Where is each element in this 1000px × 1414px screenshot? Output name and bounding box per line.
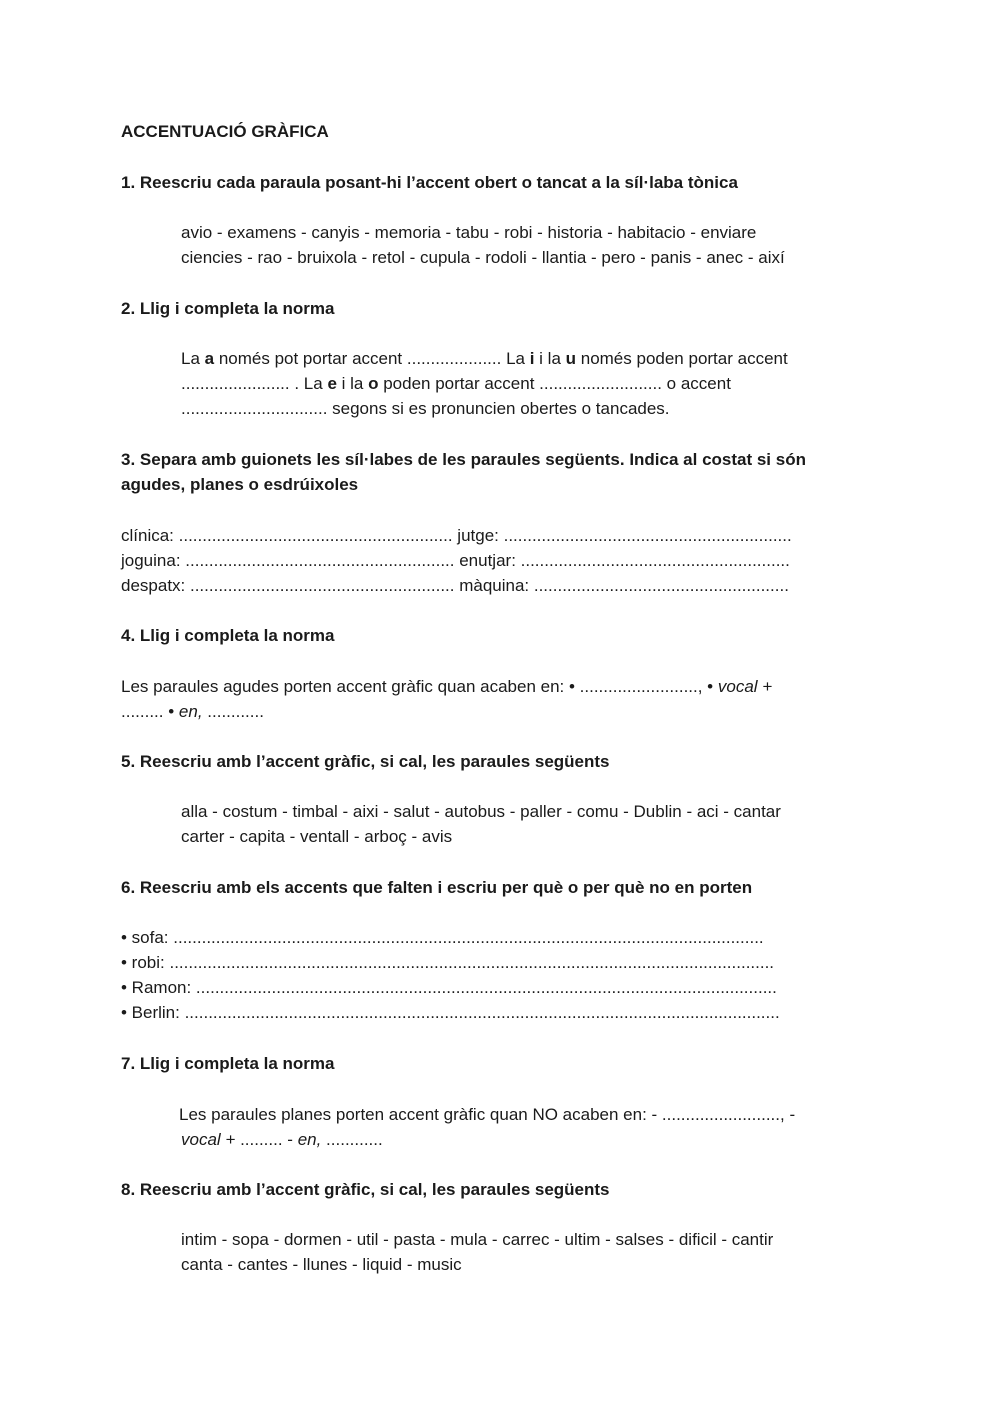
- q7-text: ......... -: [235, 1130, 298, 1149]
- q2-text: i la: [336, 374, 369, 393]
- q5-words-line-2: carter - capita - ventall - arboç - avis: [181, 827, 453, 846]
- q4-text: Les paraules agudes porten accent gràfic quan acaben en: • ........................., •: [121, 677, 718, 696]
- q8-words-line-1: intim - sopa - dormen - util - pasta - mula - carrec - ultim - salses - dificil - cantir: [181, 1230, 774, 1249]
- q2-text: i la: [534, 349, 566, 368]
- q4-text: ............: [202, 702, 264, 721]
- q3-heading-line-1: 3. Separa amb guionets les síl·labes de les paraules següents. Indica al costat si són: [121, 450, 806, 469]
- q4-italic-text: en,: [178, 702, 203, 721]
- q7-text: ............: [321, 1130, 383, 1149]
- q2-letter-o: o: [368, 374, 379, 393]
- q6-item: • sofa: .............................................................................................................................: [121, 928, 764, 947]
- q2-text: només poden portar accent: [576, 349, 788, 368]
- q1-words-line-2: ciencies - rao - bruixola - retol - cupula - rodoli - llantia - pero - panis - anec - així: [181, 248, 785, 267]
- q6-item: • Ramon: ...........................................................................................................................: [121, 978, 777, 997]
- q2-text: només pot portar accent .................... La: [214, 349, 530, 368]
- q2-text: poden portar accent .......................... o accent: [378, 374, 731, 393]
- q3-row-2: joguina: ......................................................... enutjar: .........................................................: [121, 551, 790, 570]
- q6-item: • Berlin: ..............................................................................................................................: [121, 1003, 780, 1022]
- q5-heading: 5. Reescriu amb l’accent gràfic, si cal, les paraules següents: [121, 752, 610, 771]
- q4-italic-text: vocal +: [717, 677, 773, 696]
- q4-heading: 4. Llig i completa la norma: [121, 626, 335, 645]
- q1-words-line-1: avio - examens - canyis - memoria - tabu - robi - historia - habitacio - enviare: [181, 223, 757, 242]
- q8-words-line-2: canta - cantes - llunes - liquid - music: [181, 1255, 462, 1274]
- q2-rule-line-1: [181, 346, 788, 371]
- q4-rule-line-2: [121, 699, 264, 724]
- q7-italic-text: vocal +: [181, 1130, 236, 1149]
- q2-text: ....................... . La: [181, 374, 328, 393]
- q2-rule-line-2: [181, 371, 731, 396]
- q1-heading: 1. Reescriu cada paraula posant-hi l’accent obert o tancat a la síl·laba tònica: [121, 173, 738, 192]
- q2-letter-i: i: [529, 349, 535, 368]
- q3-row-1: clínica: .......................................................... jutge: .............................................................: [121, 526, 792, 545]
- q5-words-line-1: alla - costum - timbal - aixi - salut - autobus - paller - comu - Dublin - aci - cantar: [181, 802, 781, 821]
- q2-rule-line-3: ............................... segons si es pronuncien obertes o tancades.: [181, 399, 670, 418]
- q7-rule-line-2: [181, 1127, 383, 1152]
- page-title: ACCENTUACIÓ GRÀFICA: [121, 122, 329, 141]
- q2-letter-u: u: [565, 349, 577, 368]
- q3-heading-line-2: agudes, planes o esdrúixoles: [121, 475, 359, 494]
- q7-rule-line-1: Les paraules planes porten accent gràfic quan NO acaben en: - ........................., -: [179, 1105, 796, 1124]
- q6-heading: 6. Reescriu amb els accents que falten i escriu per què o per què no en porten: [121, 878, 753, 897]
- q4-rule-line-1: [121, 674, 772, 699]
- q3-row-3: despatx: ........................................................ màquina: ......................................................: [121, 576, 789, 595]
- q2-heading: 2. Llig i completa la norma: [121, 299, 335, 318]
- q6-item: • robi: ................................................................................................................................: [121, 953, 775, 972]
- q7-italic-text: en,: [297, 1130, 322, 1149]
- q4-text: ......... •: [121, 702, 179, 721]
- q2-letter-a: a: [204, 349, 215, 368]
- q2-text: La: [181, 349, 205, 368]
- q7-heading: 7. Llig i completa la norma: [121, 1054, 335, 1073]
- q8-heading: 8. Reescriu amb l’accent gràfic, si cal, les paraules següents: [121, 1180, 610, 1199]
- q2-letter-e: e: [327, 374, 337, 393]
